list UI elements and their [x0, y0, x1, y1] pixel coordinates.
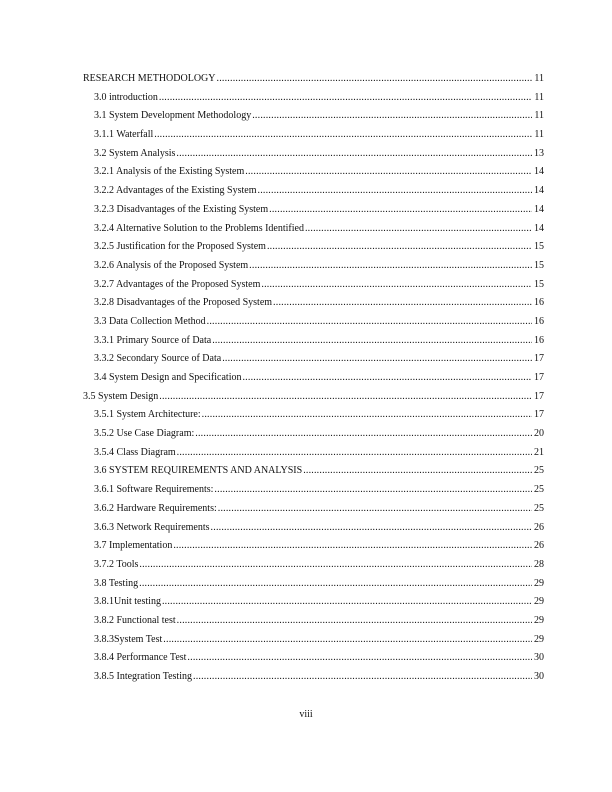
toc-entry-page: 16	[534, 297, 544, 309]
toc-dot-leader	[207, 313, 532, 332]
toc-entry-title: 3.5.1 System Architecture:	[94, 409, 201, 421]
toc-entry[interactable]	[83, 481, 544, 500]
toc-entry-title: 3.8 Testing	[94, 577, 139, 589]
toc-entry[interactable]	[83, 612, 544, 631]
toc-entry-page: 17	[534, 353, 544, 365]
toc-dot-leader	[202, 406, 532, 425]
toc-entry-title: 3.2.3 Disadvantages of the Existing System	[94, 203, 269, 215]
toc-entry-page: 17	[534, 390, 544, 402]
toc-entry-page: 16	[534, 334, 544, 346]
toc-entry-page: 29	[534, 633, 544, 645]
toc-entry-page: 17	[534, 372, 544, 383]
toc-entry-title: 3.0 introduction	[94, 91, 158, 103]
toc-entry[interactable]	[83, 70, 544, 89]
toc-dot-leader	[173, 537, 532, 556]
toc-entry[interactable]	[83, 107, 544, 126]
toc-entry-title: RESEARCH METHODOLOGY	[83, 73, 216, 84]
toc-dot-leader	[245, 163, 532, 182]
toc-entry-title: 3.8.4 Performance Test	[94, 652, 187, 664]
toc-entry-title: 3.8.3System Test	[94, 633, 163, 645]
toc-entry[interactable]	[83, 220, 544, 239]
table-of-contents	[83, 70, 544, 687]
toc-dot-leader	[269, 201, 532, 220]
toc-entry-page: 26	[534, 521, 544, 533]
toc-entry[interactable]	[83, 668, 544, 687]
toc-entry-page: 11	[534, 91, 544, 103]
page-number: viii	[299, 709, 313, 720]
toc-entry[interactable]	[83, 556, 544, 575]
toc-entry-page: 11	[534, 110, 544, 122]
toc-entry-page: 25	[534, 465, 544, 477]
toc-entry-title: 3.3 Data Collection Method	[94, 315, 206, 327]
toc-entry[interactable]	[83, 294, 544, 313]
toc-entry-page: 29	[534, 596, 544, 608]
toc-dot-leader	[177, 444, 532, 463]
toc-entry-title: 3.6.1 Software Requirements:	[94, 484, 214, 496]
toc-entry[interactable]	[83, 201, 544, 220]
toc-dot-leader	[252, 107, 532, 126]
toc-entry-title: 3.7 Implementation	[94, 540, 173, 552]
toc-entry-page: 14	[534, 166, 544, 178]
toc-entry-title: 3.5.4 Class Diagram	[94, 446, 176, 458]
toc-dot-leader	[249, 257, 532, 276]
toc-entry-page: 20	[534, 428, 544, 440]
toc-entry-page: 15	[534, 241, 544, 253]
toc-entry[interactable]	[83, 425, 544, 444]
toc-entry-page: 30	[534, 671, 544, 682]
toc-dot-leader	[176, 145, 532, 164]
toc-entry[interactable]	[83, 313, 544, 332]
toc-entry[interactable]	[83, 649, 544, 668]
toc-dot-leader	[273, 294, 532, 313]
toc-entry-title: 3.2.8 Disadvantages of the Proposed System	[94, 297, 273, 309]
toc-dot-leader	[187, 649, 532, 668]
toc-entry-page: 16	[534, 315, 544, 327]
toc-entry-page: 17	[534, 409, 544, 421]
toc-dot-leader	[303, 462, 532, 481]
toc-dot-leader	[305, 220, 532, 239]
toc-entry-title: 3.2 System Analysis	[94, 147, 176, 159]
toc-entry[interactable]	[83, 257, 544, 276]
toc-entry[interactable]	[83, 276, 544, 295]
toc-entry-title: 3.2.6 Analysis of the Proposed System	[94, 259, 249, 271]
toc-dot-leader	[159, 388, 532, 407]
toc-entry[interactable]	[83, 332, 544, 351]
toc-entry-title: 3.5.2 Use Case Diagram:	[94, 428, 195, 440]
toc-entry[interactable]	[83, 388, 544, 407]
toc-dot-leader	[242, 369, 532, 388]
toc-entry[interactable]	[83, 126, 544, 145]
toc-entry-title: 3.7.2 Tools	[94, 558, 139, 570]
toc-entry-title: 3.8.1Unit testing	[94, 596, 161, 608]
toc-dot-leader	[177, 612, 532, 631]
toc-entry-page: 14	[534, 222, 544, 234]
toc-entry-title: 3.3.1 Primary Source of Data	[94, 334, 212, 346]
toc-dot-leader	[193, 668, 532, 687]
toc-entry-page: 25	[534, 502, 544, 514]
toc-entry[interactable]	[83, 145, 544, 164]
toc-dot-leader	[267, 238, 532, 257]
toc-entry[interactable]	[83, 444, 544, 463]
toc-dot-leader	[222, 350, 532, 369]
toc-dot-leader	[139, 556, 532, 575]
toc-dot-leader	[217, 70, 533, 89]
toc-entry-page: 15	[534, 278, 544, 290]
toc-entry-page: 29	[534, 577, 544, 589]
toc-entry[interactable]	[83, 631, 544, 650]
toc-entry[interactable]	[83, 519, 544, 538]
toc-entry-title: 3.8.2 Functional test	[94, 614, 176, 626]
toc-entry[interactable]	[83, 537, 544, 556]
toc-entry-page: 28	[534, 558, 544, 570]
toc-entry-page: 11	[534, 73, 544, 84]
toc-dot-leader	[162, 593, 532, 612]
toc-entry-title: 3.2.5 Justification for the Proposed System	[94, 241, 266, 253]
toc-entry[interactable]	[83, 89, 544, 108]
toc-entry-title: 3.8.5 Integration Testing	[94, 671, 192, 682]
toc-entry[interactable]	[83, 182, 544, 201]
toc-entry-page: 30	[534, 652, 544, 664]
toc-dot-leader	[159, 89, 532, 108]
toc-entry-page: 26	[534, 540, 544, 552]
toc-entry[interactable]	[83, 163, 544, 182]
toc-entry[interactable]	[83, 575, 544, 594]
toc-entry-page: 14	[534, 203, 544, 215]
toc-dot-leader	[218, 500, 532, 519]
toc-entry-title: 3.3.2 Secondary Source of Data	[94, 353, 222, 365]
toc-entry[interactable]	[83, 238, 544, 257]
toc-entry[interactable]	[83, 462, 544, 481]
toc-entry[interactable]	[83, 593, 544, 612]
toc-entry-title: 3.6.3 Network Requirements	[94, 521, 210, 533]
toc-dot-leader	[258, 182, 533, 201]
toc-entry-title: 3.1 System Development Methodology	[94, 110, 252, 122]
toc-entry-title: 3.2.7 Advantages of the Proposed System	[94, 278, 261, 290]
toc-entry-title: 3.2.2 Advantages of the Existing System	[94, 185, 257, 197]
toc-entry-page: 13	[534, 147, 544, 159]
toc-dot-leader	[139, 575, 532, 594]
toc-dot-leader	[211, 519, 532, 538]
toc-entry-page: 21	[534, 446, 544, 458]
toc-entry[interactable]	[83, 406, 544, 425]
toc-dot-leader	[214, 481, 532, 500]
toc-dot-leader	[195, 425, 532, 444]
toc-dot-leader	[154, 126, 532, 145]
toc-entry-title: 3.2.1 Analysis of the Existing System	[94, 166, 245, 178]
toc-entry[interactable]	[83, 369, 544, 388]
toc-entry-title: 3.5 System Design	[83, 390, 159, 402]
toc-dot-leader	[212, 332, 532, 351]
toc-entry-page: 29	[534, 614, 544, 626]
toc-dot-leader	[163, 631, 532, 650]
toc-entry-title: 3.6.2 Hardware Requirements:	[94, 502, 217, 514]
toc-entry-page: 15	[534, 259, 544, 271]
toc-entry-title: 3.1.1 Waterfall	[94, 129, 154, 141]
toc-entry-page: 14	[534, 185, 544, 197]
toc-entry-page: 11	[534, 129, 544, 141]
toc-entry[interactable]	[83, 350, 544, 369]
toc-entry-title: 3.4 System Design and Specification	[94, 372, 242, 383]
toc-dot-leader	[261, 276, 532, 295]
toc-entry-page: 25	[534, 484, 544, 496]
toc-entry-title: 3.6 SYSTEM REQUIREMENTS AND ANALYSIS	[94, 465, 303, 477]
toc-entry-title: 3.2.4 Alternative Solution to the Problems Identified	[94, 222, 304, 234]
toc-entry[interactable]	[83, 500, 544, 519]
